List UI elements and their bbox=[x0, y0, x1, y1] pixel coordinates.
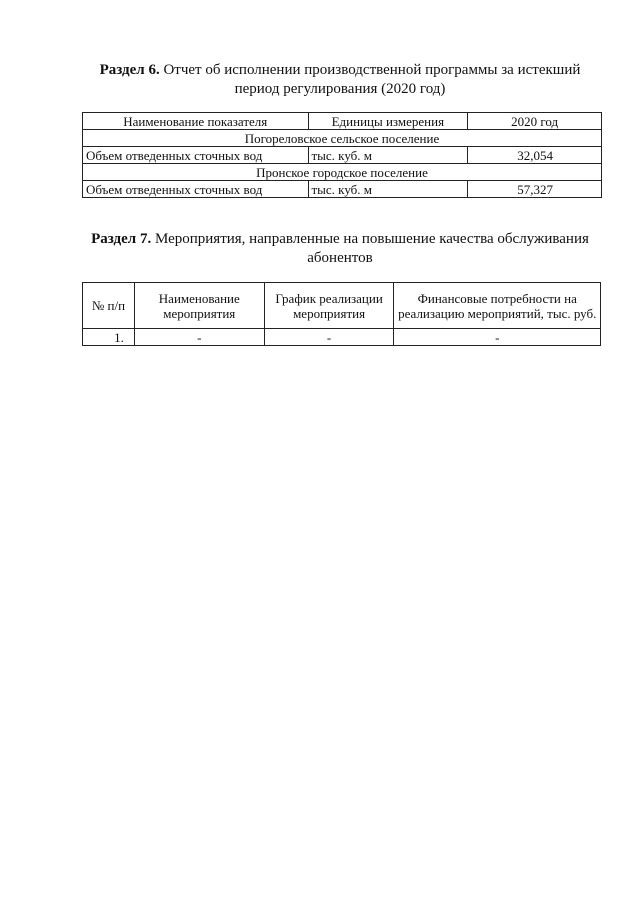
group-name: Погореловское сельское поселение bbox=[83, 130, 602, 147]
section-7-title: Мероприятия, направленные на повышение качества обслуживания абонентов bbox=[154, 231, 589, 266]
group-name: Пронское городское поселение bbox=[83, 164, 602, 181]
measure-name-cell: - bbox=[134, 329, 264, 346]
header-indicator: Наименование показателя bbox=[83, 113, 309, 130]
schedule-cell: - bbox=[264, 329, 394, 346]
indicator-cell: Объем отведенных сточных вод bbox=[83, 181, 309, 198]
header-year: 2020 год bbox=[468, 113, 602, 130]
value-cell: 57,327 bbox=[468, 181, 602, 198]
header-schedule: График реализации мероприятия bbox=[264, 283, 394, 329]
indicator-cell: Объем отведенных сточных вод bbox=[83, 147, 309, 164]
header-number: № п/п bbox=[83, 283, 135, 329]
section-7-heading bbox=[80, 230, 600, 268]
value-cell: 32,054 bbox=[468, 147, 602, 164]
section-7-table bbox=[82, 282, 601, 346]
finance-cell: - bbox=[394, 329, 601, 346]
number-cell: 1. bbox=[83, 329, 135, 346]
header-measure-name: Наименование мероприятия bbox=[134, 283, 264, 329]
table-header-row bbox=[83, 283, 601, 329]
group-row bbox=[83, 164, 602, 181]
table-row bbox=[83, 147, 602, 164]
section-6-label: Раздел 6. bbox=[99, 62, 160, 78]
unit-cell: тыс. куб. м bbox=[308, 147, 468, 164]
section-6-heading bbox=[80, 61, 600, 99]
table-row bbox=[83, 181, 602, 198]
header-unit: Единицы измерения bbox=[308, 113, 468, 130]
section-7-label: Раздел 7. bbox=[91, 231, 152, 247]
section-6-table bbox=[82, 112, 602, 198]
table-header-row bbox=[83, 113, 602, 130]
header-finance: Финансовые потребности на реализацию мероприятий, тыс. руб. bbox=[394, 283, 601, 329]
group-row bbox=[83, 130, 602, 147]
section-6-title: Отчет об исполнении производственной программы за истекший период регулирования (2020 год) bbox=[163, 62, 581, 97]
table-row bbox=[83, 329, 601, 346]
unit-cell: тыс. куб. м bbox=[308, 181, 468, 198]
